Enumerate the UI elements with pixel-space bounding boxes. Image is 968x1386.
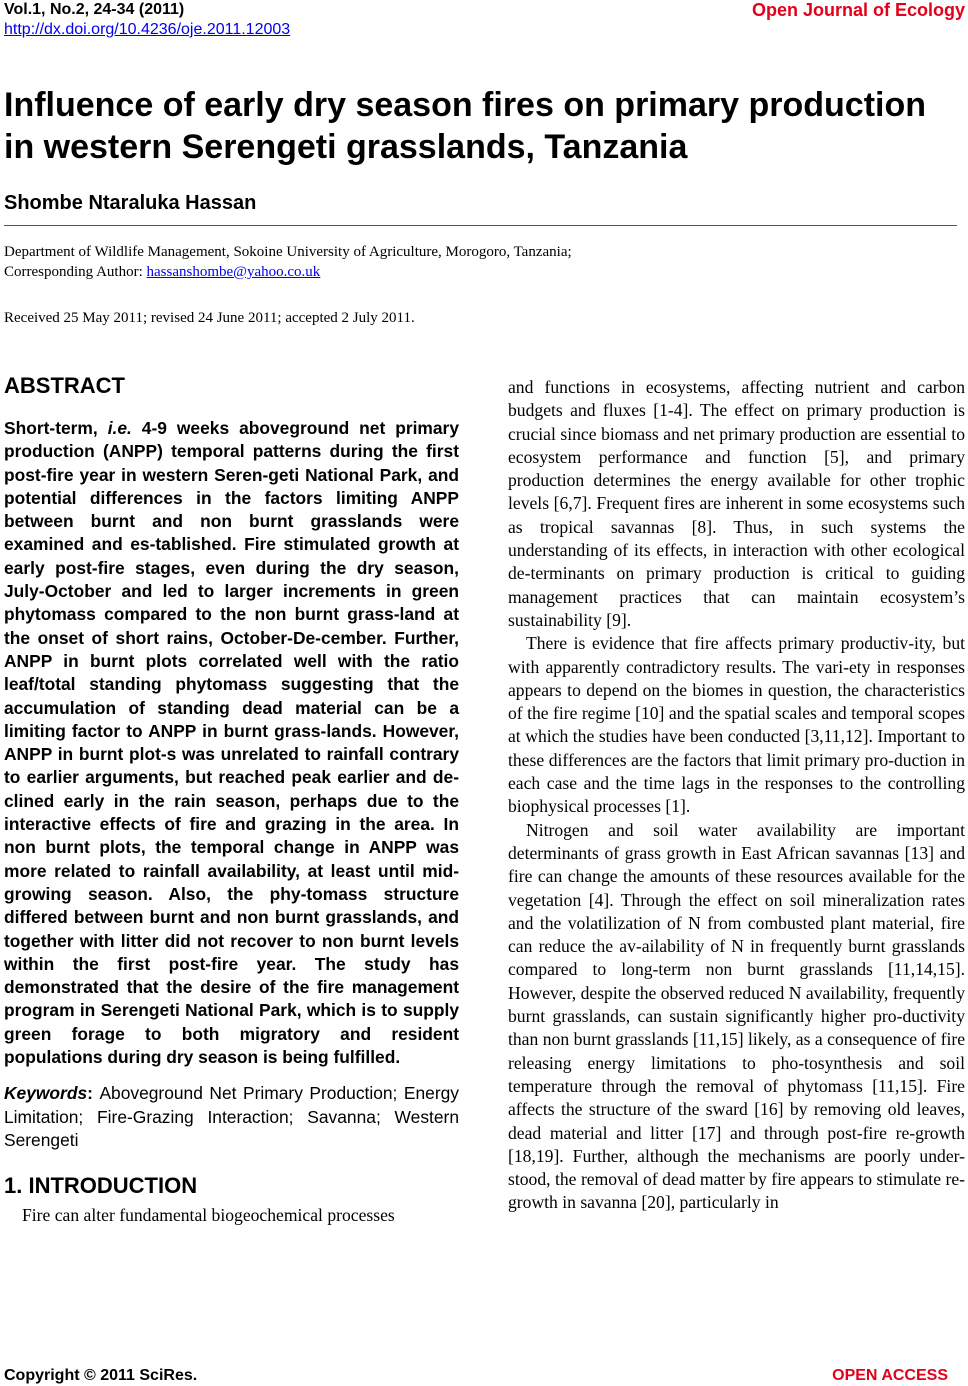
affiliation-block [4, 242, 572, 282]
keywords-colon: : [87, 1083, 100, 1104]
journal-volume: Vol.1, No.2, 24-34 (2011) [4, 1, 185, 18]
keywords-list: Aboveground Net Primary Production; Energy Limitation; Fire-Grazing Interaction; Savanna; Western Serengeti [4, 1083, 459, 1150]
journal-name: Open Journal of Ecology [751, 0, 965, 20]
abstract-ie: i.e. [107, 418, 132, 438]
corresponding-label: Corresponding Author: [4, 264, 147, 280]
keywords-label: Keywords [4, 1083, 88, 1104]
corresponding-author [4, 262, 572, 282]
abstract-text: 4-9 weeks aboveground net primary production (ANPP) temporal patterns during the first post-fire year in western Seren-geti National Park, and potential differences in the factors limiting ANPP between burnt and non burnt grasslands were examined and es-tablished. Fire stimulated growth at early post-fire stages, even during the dry season, July-October and led to larger increments in green phytomass compared to the non burnt grass-land at the onset of short rains, October-De-cember. Further, ANPP in burnt plots correlated well with the ratio leaf/total standing phytomass suggesting that the accumulation of standing dead material can be a limiting factor to ANPP in burnt grass-lands. However, ANPP in burnt plot-s was unrelated to rainfall contrary to earlier arguments, but reached peak earlier and de-clined early in the rain season, perhaps due to the interactive effects of fire and grazing in the area. In non burnt plots, the temporal change in ANPP was more related to rainfall availability, at least until mid-growing season. Also, the phy-tomass structure differed between burnt and non burnt grasslands, and together with litter did not recover to non burnt levels within the first post-fire year. The study has demonstrated that the desire of the fire management program in Serengeti National Park, which is to supply green forage to both migratory and resident populations during dry season is being fulfilled. [4, 418, 459, 1068]
abstract-body [4, 417, 459, 1069]
abstract-heading: ABSTRACT [4, 373, 125, 398]
right-column [508, 376, 965, 1215]
author-name: Shombe Ntaraluka Hassan [4, 192, 257, 214]
left-column [4, 372, 459, 1228]
department: Department of Wildlife Management, Sokoine University of Agriculture, Morogoro, Tanzania; [4, 244, 572, 260]
introduction-heading: 1. INTRODUCTION [4, 1173, 198, 1199]
introduction-paragraph: There is evidence that fire affects primary productiv-ity, but with apparently contradictory results. The vari-ety in responses appears to depend on the biomes in question, the characteristics of the fire regime [10] and the spatial scales and temporal scopes at which the studies have been conducted [3,11,12]. Important to these differences are the factors that limit primary pro-duction in each case and the time lags in the responses to the controlling biophysical processes [1]. [508, 633, 965, 817]
open-access-label: OPEN ACCESS [832, 1367, 948, 1384]
paper-title: Influence of early dry season fires on primary production in western Serengeti grasslands, Tanzania [4, 86, 927, 166]
title-divider [4, 225, 957, 226]
abstract-lead: Short-term, [4, 418, 108, 438]
introduction-paragraph: and functions in ecosystems, affecting nutrient and carbon budgets and fluxes [1-4]. The effect on primary production is crucial since biomass and net primary production are essential to ecosystem performance and function [5], and primary production determines the energy available for other trophic levels [6,7]. Frequent fires are inherent in some ecosystems such as tropical savannas [8]. Thus, in such systems the understanding of its effects, in interaction with other ecological de-terminants on primary production is critical to guiding management practices that can maintain ecosystem’s sustainability [9]. [508, 377, 965, 630]
keywords [4, 1082, 459, 1152]
introduction-paragraph: Fire can alter fundamental biogeochemical processes [22, 1205, 395, 1226]
received-dates: Received 25 May 2011; revised 24 June 2011; accepted 2 July 2011. [4, 310, 415, 326]
copyright: Copyright © 2011 SciRes. [4, 1367, 198, 1384]
introduction-paragraph: Nitrogen and soil water availability are important determinants of grass growth in East African savannas [13] and fire can change the amounts of these resources available for the vegetation [4]. Through the effect on soil mineralization rates and the volatilization of N from combusted plant material, fire can reduce the av-ailability of N in frequently burnt grasslands compared to long-term non burnt grasslands [11,14,15]. However, despite the observed reduced N availability, frequently burnt grasslands, can sustain significantly higher pro-ductivity than non burnt grasslands [11,15] likely, as a consequence of fire releasing energy limitations to pho-tosynthesis and soil temperature through the removal of phytomass [11,15]. Fire affects the structure of the sward [16] by removing old leaves, dead material and litter [17] and through post-fire re-growth [18,19]. Further, although the mechanisms are poorly under-stood, the removal of dead matter by fire appears to stimulate re-growth in savanna [20], particularly in [508, 819, 965, 1213]
author-email-link[interactable]: hassanshombe@yahoo.co.uk [146, 264, 321, 280]
doi-link[interactable]: http://dx.doi.org/10.4236/oje.2011.12003 [4, 21, 291, 38]
